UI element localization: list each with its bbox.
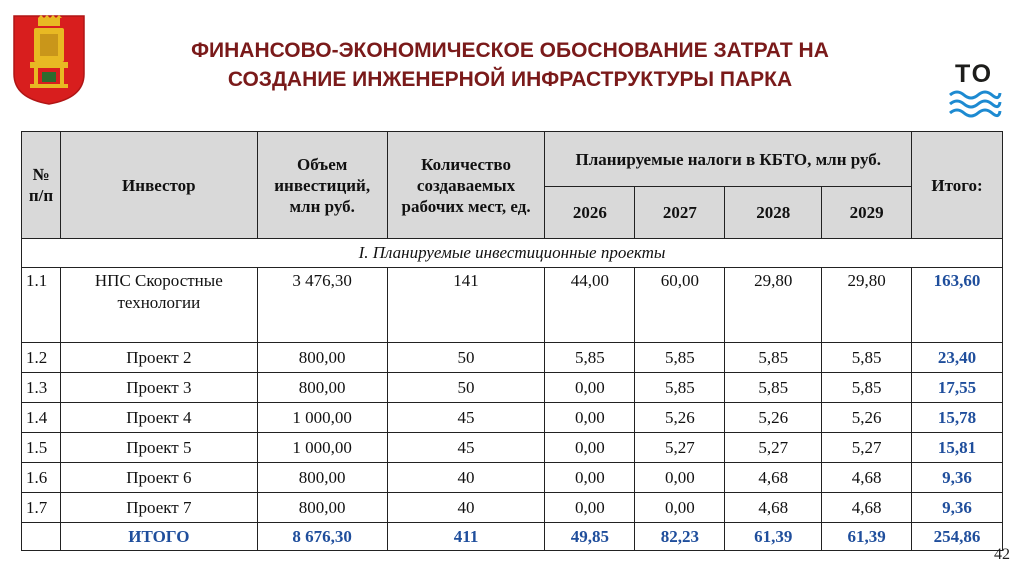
totals-row [22, 523, 1003, 551]
totals-label: ИТОГО [60, 523, 257, 551]
row-investment: 800,00 [257, 373, 387, 403]
row-2028: 4,68 [725, 463, 822, 493]
row-total: 9,36 [912, 463, 1003, 493]
row-2027: 5,26 [635, 403, 725, 433]
row-2026: 44,00 [545, 268, 635, 343]
row-investment: 800,00 [257, 493, 387, 523]
totals-2028: 61,39 [725, 523, 822, 551]
row-investor: Проект 6 [60, 463, 257, 493]
row-2026: 0,00 [545, 493, 635, 523]
row-2026: 5,85 [545, 343, 635, 373]
row-jobs: 40 [387, 493, 545, 523]
row-2028: 4,68 [725, 493, 822, 523]
table-row [22, 493, 1003, 523]
section-title: I. Планируемые инвестиционные проекты [22, 239, 1003, 268]
row-2027: 5,85 [635, 373, 725, 403]
row-2027: 60,00 [635, 268, 725, 343]
row-2026: 0,00 [545, 403, 635, 433]
investment-table [21, 131, 1003, 551]
row-2029: 4,68 [822, 463, 912, 493]
row-2026: 0,00 [545, 463, 635, 493]
header-year-2026: 2026 [545, 187, 635, 239]
table-row [22, 463, 1003, 493]
table-row [22, 343, 1003, 373]
row-jobs: 50 [387, 343, 545, 373]
table-row [22, 403, 1003, 433]
row-2027: 0,00 [635, 493, 725, 523]
row-investor: Проект 2 [60, 343, 257, 373]
header-year-2029: 2029 [822, 187, 912, 239]
row-num: 1.2 [22, 343, 61, 373]
header-taxes: Планируемые налоги в КБТО, млн руб. [545, 132, 912, 187]
row-num: 1.4 [22, 403, 61, 433]
totals-jobs: 411 [387, 523, 545, 551]
table-row [22, 433, 1003, 463]
row-investment: 800,00 [257, 343, 387, 373]
header-investment: Объем инвестиций, млн руб. [257, 132, 387, 239]
row-2029: 5,27 [822, 433, 912, 463]
header-year-2028: 2028 [725, 187, 822, 239]
row-investor: Проект 4 [60, 403, 257, 433]
row-2027: 5,85 [635, 343, 725, 373]
header-jobs: Количество создаваемых рабочих мест, ед. [387, 132, 545, 239]
title-line-1: ФИНАНСОВО-ЭКОНОМИЧЕСКОЕ ОБОСНОВАНИЕ ЗАТРАТ НА [191, 39, 829, 62]
row-2029: 5,85 [822, 373, 912, 403]
row-jobs: 141 [387, 268, 545, 343]
header-num: № п/п [22, 132, 61, 239]
header-investor: Инвестор [60, 132, 257, 239]
title-line-2: СОЗДАНИЕ ИНЖЕНЕРНОЙ ИНФРАСТРУКТУРЫ ПАРКА [227, 68, 793, 91]
row-2028: 5,26 [725, 403, 822, 433]
waves-logo-icon [946, 62, 1002, 126]
row-investment: 3 476,30 [257, 268, 387, 343]
row-2029: 4,68 [822, 493, 912, 523]
row-investor: НПС Скоростные технологии [60, 268, 257, 343]
row-total: 9,36 [912, 493, 1003, 523]
row-2029: 5,26 [822, 403, 912, 433]
row-num: 1.3 [22, 373, 61, 403]
row-total: 163,60 [912, 268, 1003, 343]
page-title [120, 36, 900, 94]
totals-total: 254,86 [912, 523, 1003, 551]
row-2028: 5,27 [725, 433, 822, 463]
totals-num [22, 523, 61, 551]
coat-of-arms-icon [12, 14, 86, 106]
row-investment: 1 000,00 [257, 433, 387, 463]
row-investor: Проект 7 [60, 493, 257, 523]
row-investment: 800,00 [257, 463, 387, 493]
row-total: 15,81 [912, 433, 1003, 463]
row-2026: 0,00 [545, 373, 635, 403]
header-total: Итого: [912, 132, 1003, 239]
row-num: 1.5 [22, 433, 61, 463]
row-2027: 5,27 [635, 433, 725, 463]
row-2026: 0,00 [545, 433, 635, 463]
logo-text: ТО [954, 60, 994, 88]
row-total: 15,78 [912, 403, 1003, 433]
row-investor: Проект 5 [60, 433, 257, 463]
row-num: 1.6 [22, 463, 61, 493]
row-jobs: 50 [387, 373, 545, 403]
row-investor: Проект 3 [60, 373, 257, 403]
row-2029: 5,85 [822, 343, 912, 373]
row-jobs: 40 [387, 463, 545, 493]
page-number: 42 [994, 546, 1010, 563]
row-jobs: 45 [387, 403, 545, 433]
row-num: 1.7 [22, 493, 61, 523]
row-num: 1.1 [22, 268, 61, 343]
waves-icon [946, 87, 1002, 123]
table-row [22, 268, 1003, 343]
totals-2029: 61,39 [822, 523, 912, 551]
totals-2026: 49,85 [545, 523, 635, 551]
row-2029: 29,80 [822, 268, 912, 343]
header-year-2027: 2027 [635, 187, 725, 239]
table-row [22, 373, 1003, 403]
row-2028: 29,80 [725, 268, 822, 343]
row-investment: 1 000,00 [257, 403, 387, 433]
row-total: 17,55 [912, 373, 1003, 403]
row-jobs: 45 [387, 433, 545, 463]
totals-2027: 82,23 [635, 523, 725, 551]
row-total: 23,40 [912, 343, 1003, 373]
row-2027: 0,00 [635, 463, 725, 493]
totals-investment: 8 676,30 [257, 523, 387, 551]
row-2028: 5,85 [725, 373, 822, 403]
row-2028: 5,85 [725, 343, 822, 373]
